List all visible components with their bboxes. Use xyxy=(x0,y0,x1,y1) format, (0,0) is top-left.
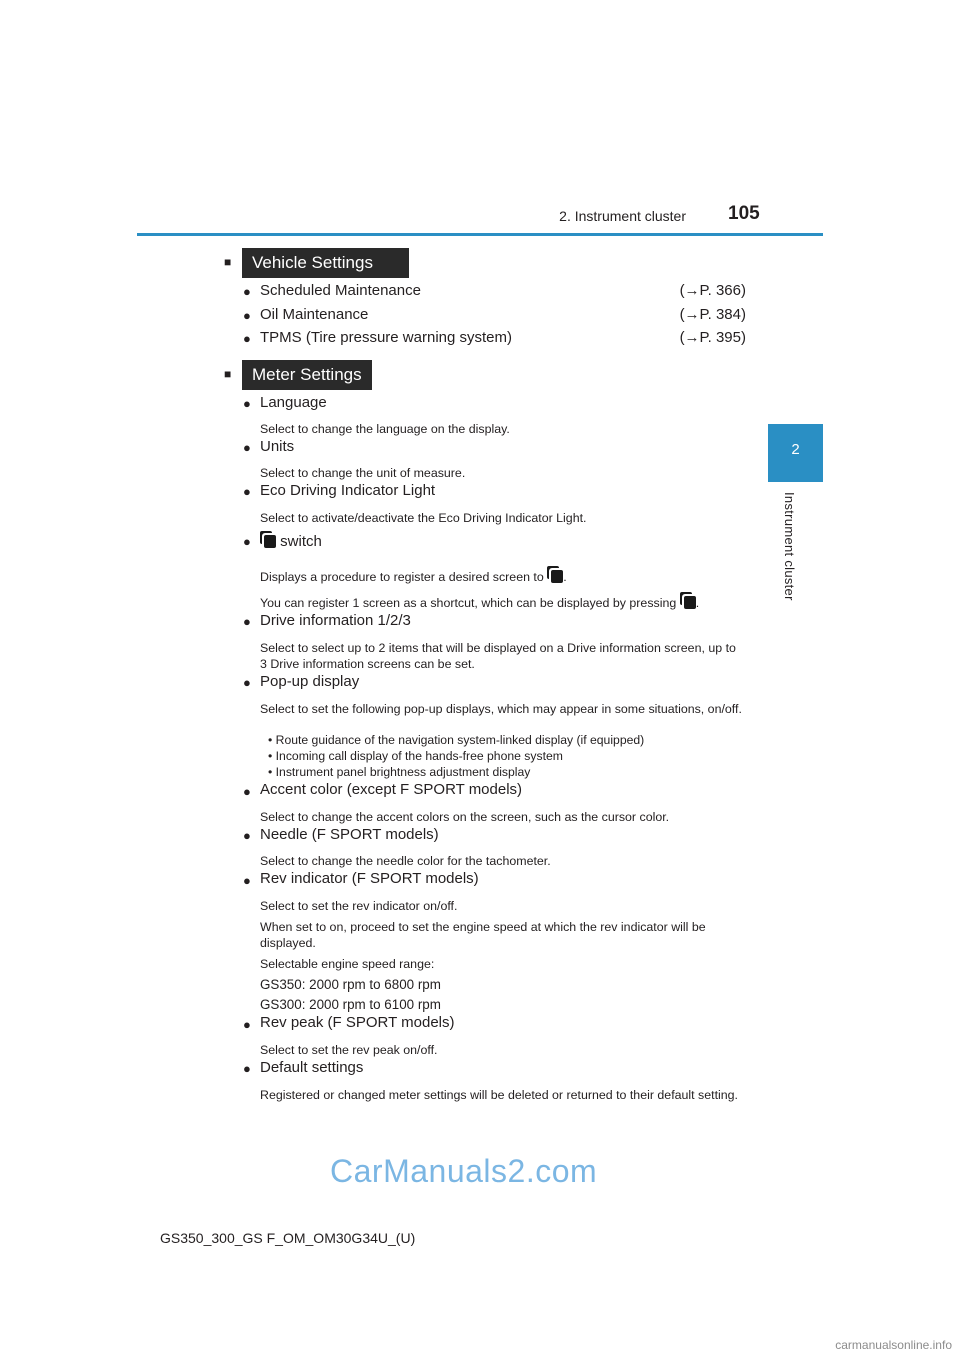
rev-indicator-desc-2: When set to on, proceed to set the engine speed at which the rev indicator will be displayed. xyxy=(260,920,706,950)
bullet-icon: ● xyxy=(243,484,251,499)
bullet-icon: ● xyxy=(243,440,251,455)
drive-information-desc: Select to select up to 2 items that will be displayed on a Drive information screen, up to 3 Drive information screens can be set. xyxy=(260,641,736,671)
popup-display-item: Pop-up display xyxy=(260,673,360,690)
switch-label: switch xyxy=(280,533,322,550)
accent-color-desc: Select to change the accent colors on the screen, such as the cursor color. xyxy=(260,810,670,824)
rev-peak-desc: Select to set the rev peak on/off. xyxy=(260,1043,438,1057)
chapter-label: Instrument cluster xyxy=(782,492,797,601)
bullet-icon: ● xyxy=(243,614,251,629)
popup-sub-item: • Incoming call display of the hands-free phone system xyxy=(268,749,563,763)
section-marker: ■ xyxy=(224,367,232,381)
bullet-icon: ● xyxy=(243,873,251,888)
bullet-icon: ● xyxy=(243,284,251,299)
meter-switch-icon xyxy=(260,531,276,548)
section-marker: ■ xyxy=(224,255,232,269)
footer-code: GS350_300_GS F_OM_OM30G34U_(U) xyxy=(160,1230,416,1246)
scheduled-maintenance-item: Scheduled Maintenance xyxy=(260,282,421,299)
drive-information-item: Drive information 1/2/3 xyxy=(260,612,411,629)
bullet-icon: ● xyxy=(243,1061,251,1076)
header-divider xyxy=(137,233,823,236)
rev-indicator-desc-3: Selectable engine speed range: xyxy=(260,957,435,971)
default-settings-item: Default settings xyxy=(260,1059,364,1076)
bullet-icon: ● xyxy=(243,675,251,690)
switch-item xyxy=(260,531,322,550)
tpms-item: TPMS (Tire pressure warning system) xyxy=(260,329,512,346)
popup-sub-item: • Route guidance of the navigation system-linked display (if equipped) xyxy=(268,733,645,747)
site-watermark: carmanualsonline.info xyxy=(835,1338,952,1352)
period: . xyxy=(563,570,567,584)
vehicle-settings-chip: Vehicle Settings xyxy=(242,248,409,278)
eco-driving-item: Eco Driving Indicator Light xyxy=(260,482,436,499)
oil-maintenance-item: Oil Maintenance xyxy=(260,306,369,323)
chapter-tab: 2 xyxy=(768,424,823,482)
period: . xyxy=(695,596,700,610)
header-section-title: 2. Instrument cluster xyxy=(559,208,686,224)
page-reference: (→P. 366) xyxy=(679,282,746,299)
bullet-icon: ● xyxy=(243,308,251,323)
switch-desc-1-text: Displays a procedure to register a desired screen to xyxy=(260,570,544,584)
popup-display-desc: Select to set the following pop-up displays, which may appear in some situations, on/off. xyxy=(260,702,742,716)
units-desc: Select to change the unit of measure. xyxy=(260,466,466,480)
rev-indicator-item: Rev indicator (F SPORT models) xyxy=(260,870,479,887)
gs300-range: GS300: 2000 rpm to 6100 rpm xyxy=(260,997,441,1012)
bullet-icon: ● xyxy=(243,1017,251,1032)
language-item: Language xyxy=(260,394,327,411)
page-reference: (→P. 395) xyxy=(679,329,746,346)
rev-indicator-desc-1: Select to set the rev indicator on/off. xyxy=(260,899,458,913)
switch-desc-2 xyxy=(260,592,699,611)
language-desc: Select to change the language on the display. xyxy=(260,422,510,436)
gs350-range: GS350: 2000 rpm to 6800 rpm xyxy=(260,977,441,992)
bullet-icon: ● xyxy=(243,396,251,411)
bullet-icon: ● xyxy=(243,784,251,799)
switch-desc-1 xyxy=(260,566,567,585)
accent-color-item: Accent color (except F SPORT models) xyxy=(260,781,523,798)
default-settings-desc: Registered or changed meter settings will be deleted or returned to their default setting. xyxy=(260,1088,739,1102)
popup-sub-item: • Instrument panel brightness adjustment display xyxy=(268,765,531,779)
meter-switch-icon xyxy=(547,566,563,583)
meter-switch-icon xyxy=(680,592,696,609)
page-number: 105 xyxy=(728,203,760,224)
bullet-icon: ● xyxy=(243,534,251,549)
units-item: Units xyxy=(260,438,295,455)
eco-driving-desc: Select to activate/deactivate the Eco Driving Indicator Light. xyxy=(260,511,587,525)
bullet-icon: ● xyxy=(243,828,251,843)
needle-desc: Select to change the needle color for the tachometer. xyxy=(260,854,551,868)
meter-settings-chip: Meter Settings xyxy=(242,360,372,390)
switch-desc-2-text: You can register 1 screen as a shortcut, which can be displayed by pressing xyxy=(260,596,677,610)
rev-peak-item: Rev peak (F SPORT models) xyxy=(260,1014,455,1031)
watermark: CarManuals2.com xyxy=(330,1153,598,1189)
bullet-icon: ● xyxy=(243,331,251,346)
needle-item: Needle (F SPORT models) xyxy=(260,826,439,843)
page-reference: (→P. 384) xyxy=(679,306,746,323)
